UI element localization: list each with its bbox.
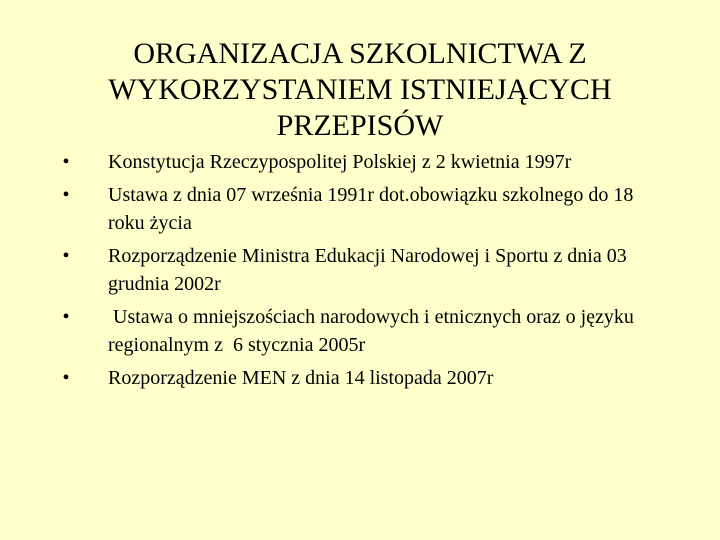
bullet-icon: •	[62, 184, 70, 206]
bullet-item-ustawa-1991	[0, 181, 720, 237]
title-line-3: PRZEPISÓW	[276, 109, 444, 142]
bullet-list	[0, 148, 720, 397]
bullet-icon: •	[62, 306, 70, 328]
bullet-text: Ustawa o mniejszościach narodowych i etnicznych oraz o języku regionalnym z 6 stycznia 2005r	[108, 306, 639, 356]
bullet-icon: •	[62, 245, 70, 267]
bullet-item-konstytucja	[0, 148, 720, 176]
bullet-icon: •	[62, 367, 70, 389]
title-line-1: ORGANIZACJA SZKOLNICTWA Z	[133, 37, 587, 70]
bullet-text: Rozporządzenie MEN z dnia 14 listopada 2007r	[108, 367, 494, 389]
bullet-item-rozporzadzenie-2002	[0, 242, 720, 298]
bullet-text: Konstytucja Rzeczypospolitej Polskiej z 2 kwietnia 1997r	[108, 151, 572, 173]
bullet-text: Ustawa z dnia 07 września 1991r dot.obowiązku szkolnego do 18 roku życia	[108, 184, 639, 234]
bullet-item-ustawa-2005	[0, 303, 720, 359]
bullet-item-rozporzadzenie-2007	[0, 364, 720, 392]
bullet-text: Rozporządzenie Ministra Edukacji Narodowej i Sportu z dnia 03 grudnia 2002r	[108, 245, 632, 295]
slide-title	[60, 36, 660, 144]
title-line-2: WYKORZYSTANIEM ISTNIEJĄCYCH	[108, 73, 612, 106]
bullet-icon: •	[62, 151, 70, 173]
